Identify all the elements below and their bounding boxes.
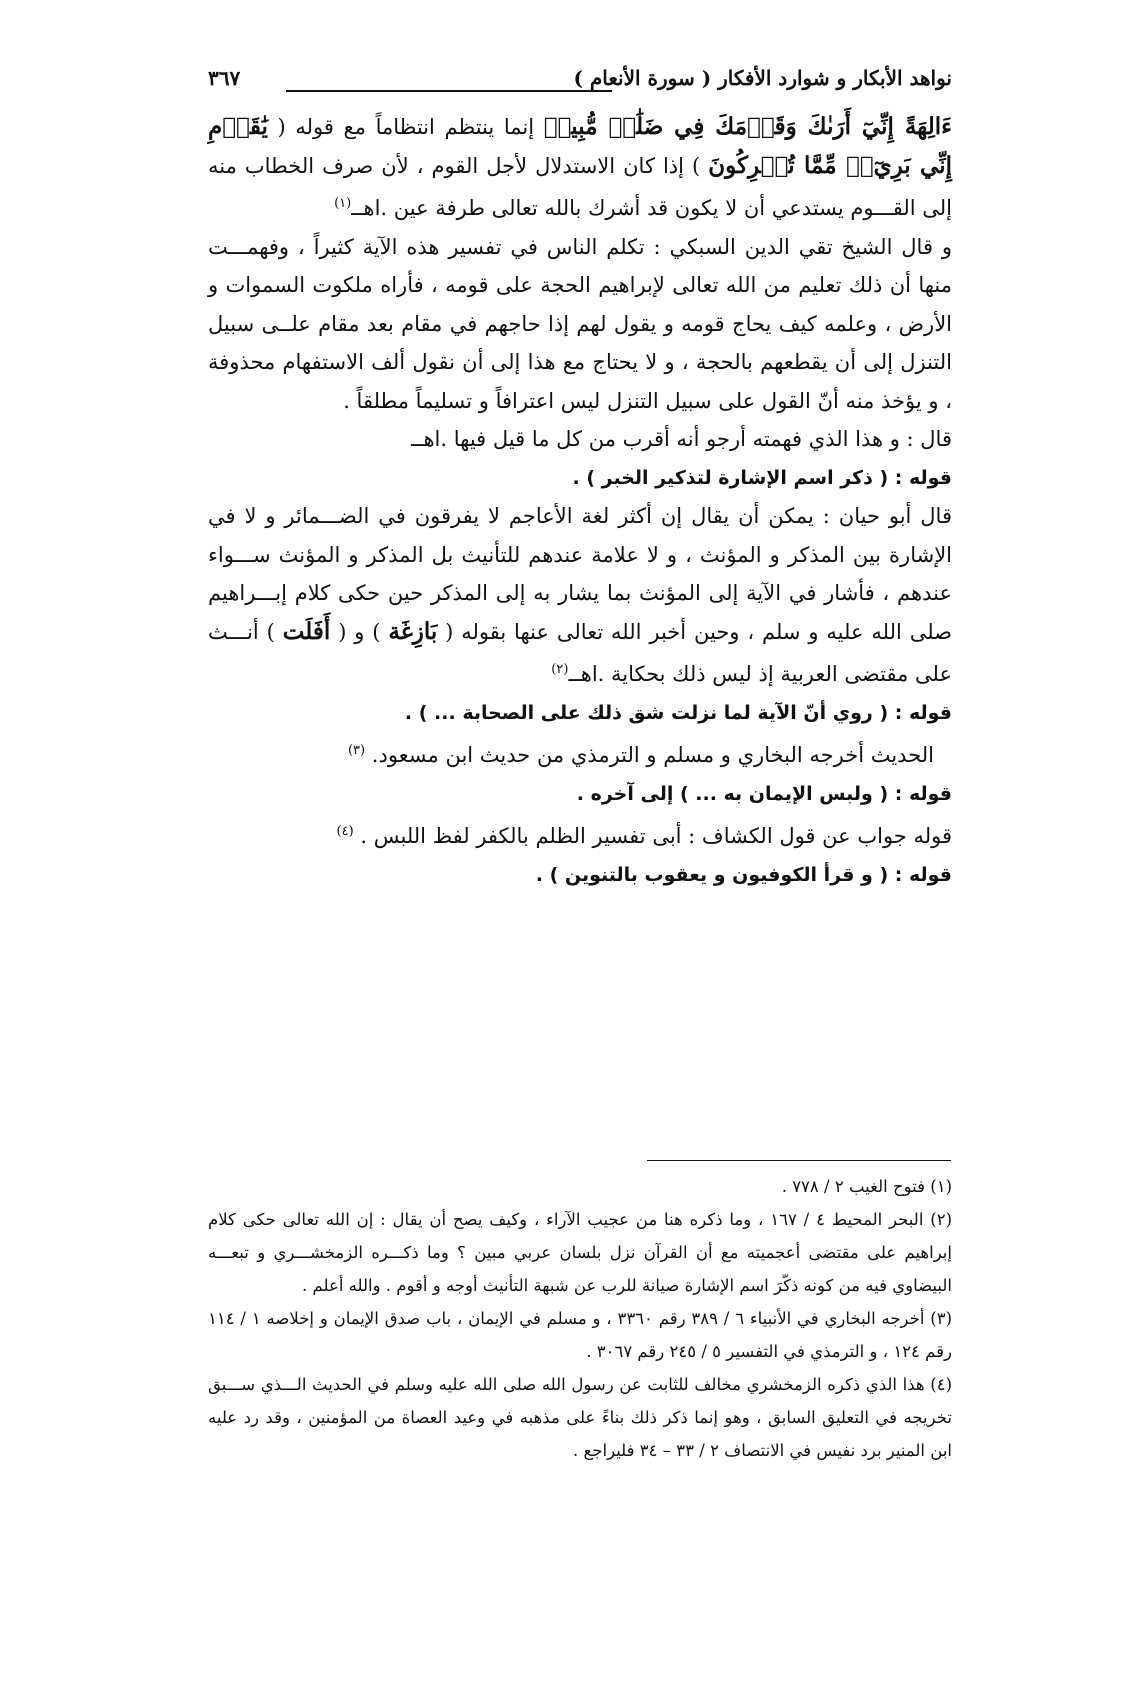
footnote-ref[interactable]: (٣) [347,743,366,758]
footnote-2: (٢) البحر المحيط ٤ / ١٦٧ ، وما ذكره هنا من عجيب الآراء ، وكيف يصح أن يقال : إن الله تعالى حكى كلام إبراهيم على مقتضى أعجميته مع أن القرآن نزل بلسان عربي مبين ؟ وما ذكـــره الزمخشـــري و تبعـــه البيضاوي فيه من كونه ذكّرَ اسم الإشارة صيانة للرب عن شبهة التأنيث أوجه و أقوم . والله أعلم . [208,1210,952,1295]
footnotes [208,1170,952,1467]
quran-word: أَفَلَت [282,617,331,645]
section-heading: قوله : ( و قرأ الكوفيون و يعقوب بالتنوين ) . [535,863,952,886]
main-text [208,108,952,894]
text: الحديث أخرجه البخاري و مسلم و الترمذي من حديث ابن مسعود. [371,743,934,767]
section-heading: قوله : ( ولبس الإيمان به ... ) إلى آخره . [576,782,952,805]
footnote-separator [647,1160,951,1161]
text: ) و ( [330,619,389,644]
footnote-3: (٣) أخرجه البخاري في الأنبياء ٦ / ٣٨٩ رقم ٣٣٦٠ ، و مسلم في الإيمان ، باب صدق الإيمان و إخلاصه ١ / ١١٤ رقم ١٢٤ ، و الترمذي في التفسير ٥ / ٢٤٥ رقم ٣٠٦٧ . [208,1309,952,1361]
page-number: ٣٦٧ [208,66,241,90]
text: قوله جواب عن قول الكشاف : أبى تفسير الظلم بالكفر لفظ اللبس . [360,824,952,848]
text: ) إذا كان الاستدلال لأجل القوم ، لأن صرف الخطاب منه إلى القـــوم يستدعي أن لا يكون قد أشرك بالله تعالى طرفة عين .اهــ [208,153,952,220]
footnote-ref[interactable]: (٢) [551,662,569,677]
section-heading: قوله : ( روي أنّ الآية لما نزلت شق ذلك على الصحابة ... ) . [404,701,952,724]
footnote-1: (١) فتوح الغيب ٢ / ٧٧٨ . [781,1177,952,1196]
paragraph-5 [208,732,952,775]
quran-word: بَازِغَة [388,617,438,645]
footnote-4: (٤) هذا الذي ذكره الزمخشري مخالف للثابت عن رسول الله صلى الله عليه وسلم في الحديث الـــذي ســـبق تخريجه في التعليق السابق ، وهو إنما ذكر ذلك بناءً على مذهبه في وعيد العصاة من المؤمنين ، وقد رد عليه ابن المنير برد نفيس في الانتصاف ٢ / ٣٣ – ٣٤ فليراجع . [208,1375,952,1460]
paragraph-3: قال : و هذا الذي فهمته أرجو أنه أقرب من كل ما قيل فيها .اهــ [411,427,952,451]
paragraph-4 [208,497,952,694]
header-title: نواهد الأبكار و شوارد الأفكار ( سورة الأنعام ) [573,66,952,90]
footnote-ref[interactable]: (٤) [336,824,354,839]
paragraph-2: و قال الشيخ تقي الدين السبكي : تكلم الناس في تفسير هذه الآية كثيراً ، وفهمـــت منها أن ذلك تعليم من الله تعالى لإبراهيم الحجة على قومه ، فأراه ملكوت السموات و الأرض ، وعلمه كيف يحاج قومه و يقول لهم إذا حاجهم في مقام بعد مقام علــى سبيل التنزل إلى أن يقطعهم بالحجة ، و لا يحتاج مع هذا إلى أن نقول ألف الاستفهام محذوفة ، و يؤخذ منه أنّ القول على سبيل التنزل ليس اعترافاً و تسليماً مطلقاً . [208,234,952,413]
quran-verse: يَٰقَوۡمِ إِنِّي بَرِيٓءٞ مِّمَّا تُشۡرِكُونَ [208,113,952,179]
header-rule [286,90,612,92]
text: قال أبو حيان : يمكن أن يقال إن أكثر لغة الأعاجم لا يفرقون في الضـــمائر و لا في الإشارة بين المذكر و المؤنث ، و لا علامة عندهم للتأنيث بل المذكر و المؤنث ســـواء عندهم ، فأشار في الآية إلى المؤنث بما يشار به إلى المذكر حين حكى كلام إبـــراهيم صلى الله عليه و سلم ، وحين أخبر الله تعالى عنها بقوله ( [208,504,952,644]
running-header [208,66,952,100]
paragraph-6 [208,813,952,856]
text: ) أنـــث على مقتضى العربية إذ ليس ذلك بحكاية .اهــ [208,619,952,686]
footnote-ref[interactable]: (١) [334,196,352,211]
section-heading: قوله : ( ذكر اسم الإشارة لتذكير الخبر ) . [572,466,952,489]
quran-verse: ءَالِهَةً إِنِّيٓ أَرَىٰكَ وَقَوۡمَكَ فِي ضَلَٰلٖ مُّبِينٖ [543,113,952,140]
text: إنما ينتظم انتظاماً مع قوله ( [267,115,544,139]
paragraph-1 [208,108,952,228]
